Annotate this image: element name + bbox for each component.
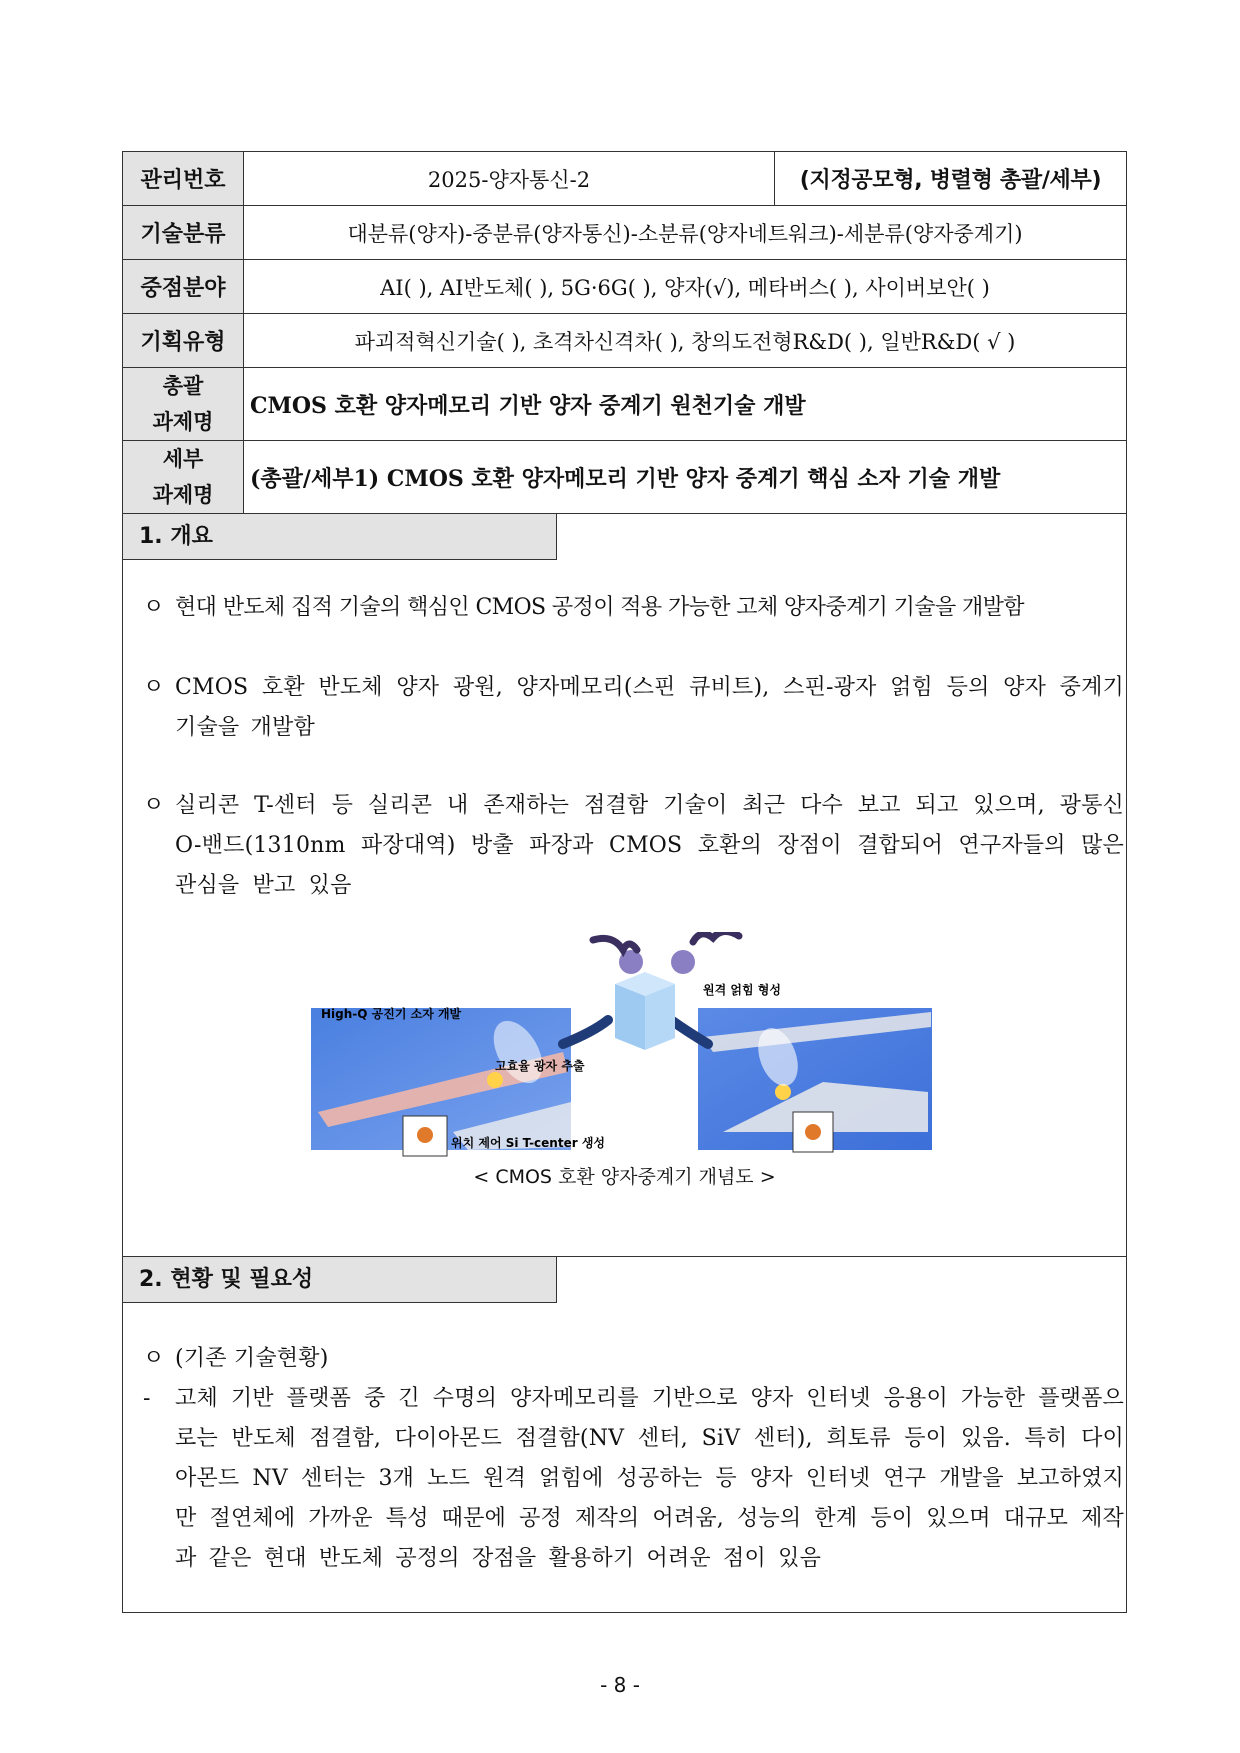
label-cavity: High-Q 공진기 소자 개발 [321, 1007, 462, 1021]
overview-text-1: 현대 반도체 집적 기술의 핵심인 CMOS 공정이 적용 가능한 고체 양자중계기 기술을 개발함 [175, 595, 1024, 620]
figure-caption: < CMOS 호환 양자중계기 개념도 > [473, 1166, 776, 1188]
label-entanglement: 원격 얽힘 형성 [703, 983, 781, 997]
tech-label: 기술분류 [123, 206, 244, 260]
focus-value: AI( ), AI반도체( ), 5G·6G( ), 양자(√), 메타버스( ), 사이버보안( ) [244, 260, 1127, 314]
tech-value: 대분류(양자)-중분류(양자통신)-소분류(양자네트워크)-세분류(양자중계기) [244, 206, 1127, 260]
concept-figure [123, 932, 1126, 1202]
label-tcenter: 위치 제어 Si T-center 생성 [451, 1136, 606, 1150]
section-overview [122, 514, 1127, 1257]
section-status [122, 1257, 1127, 1613]
status-text-2: 고체 기반 플랫폼 중 긴 수명의 양자메모리를 기반으로 양자 인터넷 응용이 가능한 플랫폼으로는 반도체 점결함, 다이아몬드 점결함(NV 센터, SiV 센터), 희토류 등이 있음. 특히 다이아몬드 NV 센터는 3개 노드 원격 얽힘에 성공하는 등 양자 인터넷 연구 개발을 보고하였지만 절연체에 가까운 특성 때문에 공정 제작의 어려움, 성능의 한계 등이 있으며 대규모 제작과 같은 현대 반도체 공정의 장점을 활용하기 어려운 점이 있음 [175, 1386, 1124, 1571]
overview-paragraph-1 [123, 588, 1126, 628]
page-number: - 8 - [600, 1673, 640, 1697]
sub-label-line1: 세부 [162, 447, 204, 471]
concept-diagram [123, 932, 1126, 1192]
dash-mark: - [143, 1386, 151, 1411]
sub-title-value: (총괄/세부1) CMOS 호환 양자메모리 기반 양자 중계기 핵심 소자 기술 개발 [244, 441, 1127, 514]
main-title-label [123, 368, 244, 441]
plan-label: 기획유형 [123, 314, 244, 368]
header-table [122, 151, 1127, 514]
overview-paragraph-2 [123, 668, 1126, 748]
category-type: (지정공모형, 병렬형 총괄/세부) [775, 152, 1127, 206]
section1-title: 1. 개요 [123, 514, 557, 560]
bullet-mark: ㅇ [143, 675, 165, 700]
overview-text-2: CMOS 호환 반도체 양자 광원, 양자메모리(스핀 큐비트), 스핀-광자 얽힘 등의 양자 중계기 기술을 개발함 [175, 675, 1124, 740]
sub-title-label [123, 441, 244, 514]
bullet-mark: ㅇ [143, 595, 165, 620]
plan-value: 파괴적혁신기술( ), 초격차신격차( ), 창의도전형R&D( ), 일반R&D( √ ) [244, 314, 1127, 368]
status-paragraph-2 [123, 1379, 1126, 1579]
status-paragraph-1 [123, 1339, 1126, 1379]
overview-paragraph-3 [123, 786, 1126, 906]
main-label-line1: 총괄 [162, 374, 204, 398]
bullet-mark: ㅇ [143, 793, 165, 818]
mgmt-value: 2025-양자통신-2 [244, 152, 775, 206]
sub-label-line2: 과제명 [152, 483, 214, 507]
main-title-value: CMOS 호환 양자메모리 기반 양자 중계기 원천기술 개발 [244, 368, 1127, 441]
focus-label: 중점분야 [123, 260, 244, 314]
mgmt-label: 관리번호 [123, 152, 244, 206]
document-page [122, 151, 1127, 1613]
overview-text-3: 실리콘 T-센터 등 실리콘 내 존재하는 점결함 기술이 최근 다수 보고 되고 있으며, 광통신 O-밴드(1310nm 파장대역) 방출 파장과 CMOS 호환의 장점이 결합되어 연구자들의 많은 관심을 받고 있음 [175, 793, 1124, 898]
label-extraction: 고효율 광자 추출 [495, 1059, 585, 1073]
status-text-1: (기존 기술현황) [175, 1346, 329, 1371]
section2-title: 2. 현황 및 필요성 [123, 1257, 557, 1303]
bullet-mark: ㅇ [143, 1346, 165, 1371]
main-label-line2: 과제명 [152, 410, 214, 434]
